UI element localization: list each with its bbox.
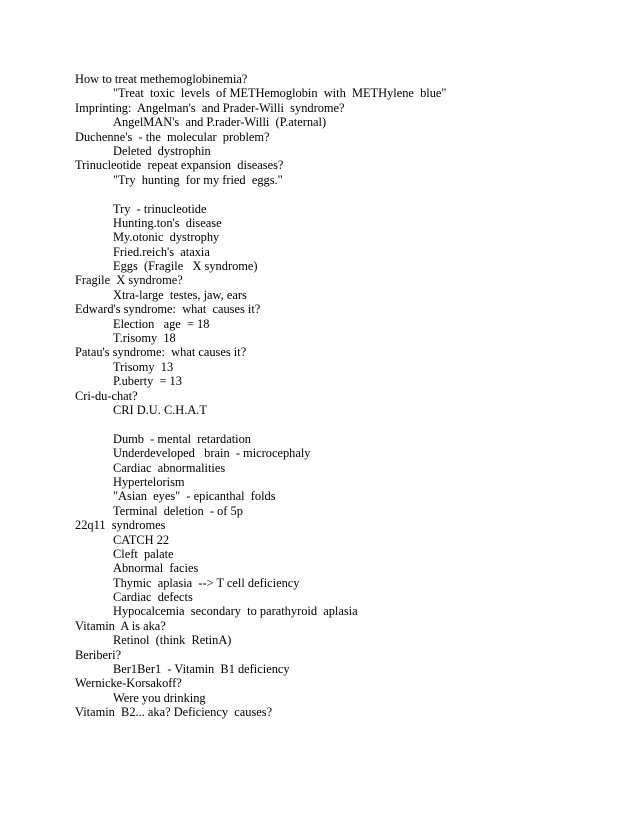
question-line: Cri-du-chat? [75,388,138,403]
answer-line: My.otonic dystrophy [113,230,220,245]
answer-line: Abnormal facies [113,561,199,576]
answer-line: Dumb - mental retardation [113,431,251,446]
answer-line: T.risomy 18 [113,331,176,346]
answer-line: Were you drinking [113,690,206,705]
answer-line: Election age = 18 [113,316,210,331]
answer-line: Deleted dystrophin [113,143,211,158]
answer-line: Eggs (Fragile X syndrome) [113,259,258,274]
answer-line: Hypocalcemia secondary to parathyroid aplasia [113,604,358,619]
question-line: Trinucleotide repeat expansion diseases? [75,158,284,173]
question-line: Vitamin B2... aka? Deficiency causes? [75,705,273,720]
answer-line: Try - trinucleotide [113,201,207,216]
question-line: Edward's syndrome: what causes it? [75,302,261,317]
answer-line: Hypertelorism [113,474,185,489]
question-line: How to treat methemoglobinemia? [75,72,248,86]
answer-line: Underdeveloped brain - microcephaly [113,446,311,461]
question-line: Beriberi? [75,647,122,662]
blank-line [75,417,635,431]
question-line: Wernicke-Korsakoff? [75,676,182,691]
question-line: Duchenne's - the molecular problem? [75,129,270,144]
answer-line: Xtra-large testes, jaw, ears [113,287,247,302]
question-line: Vitamin A is aka? [75,618,166,633]
notes-list [75,72,635,720]
answer-line: P.uberty = 13 [113,374,182,389]
question-line: Fragile X syndrome? [75,273,183,288]
answer-line: CATCH 22 [113,532,170,547]
blank-line [75,187,635,201]
answer-line: "Treat toxic levels of METHemoglobin with METHylene blue" [113,86,447,101]
answer-line: Thymic aplasia --> T cell deficiency [113,575,300,590]
answer-line: Ber1Ber1 - Vitamin B1 deficiency [113,662,290,677]
answer-line: Trisomy 13 [113,359,174,374]
question-line: 22q11 syndromes [75,518,166,533]
answer-line: "Asian eyes" - epicanthal folds [113,489,276,504]
answer-line: CRI D.U. C.H.A.T [113,402,207,417]
answer-line: Cardiac abnormalities [113,460,226,475]
answer-line: Fried.reich's ataxia [113,244,210,259]
answer-line: Cleft palate [113,546,174,561]
answer-line: AngelMAN's and P.rader-Willi (P.aternal) [113,115,327,130]
answer-line: Terminal deletion - of 5p [113,503,243,518]
answer-line: Hunting.ton's disease [113,215,222,230]
question-line: Patau's syndrome: what causes it? [75,345,247,360]
answer-line: Cardiac defects [113,590,193,605]
question-line: Imprinting: Angelman's and Prader-Willi syndrome? [75,100,345,115]
answer-line: "Try hunting for my fried eggs." [113,172,283,187]
answer-line: Retinol (think RetinA) [113,633,232,648]
